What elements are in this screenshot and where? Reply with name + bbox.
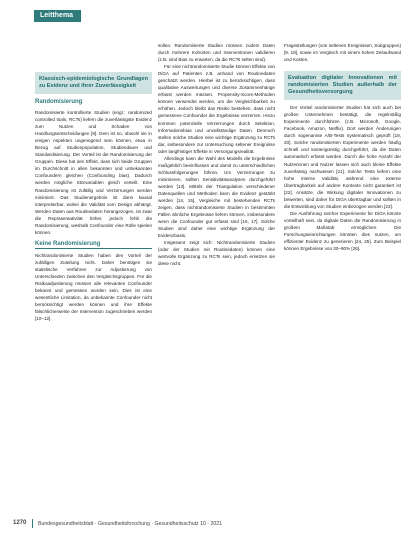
paragraph: Nichtrandomisierte Studien haben den Vorteil der zufälligen Zuteilung nicht. Daher benötigen sie statistische Verfahren zur Adjustierung von Unterschieden zwischen den Vergleichsgruppen. Für die Risikoadjustierung müssen alle relevanten Confounder bekannt und gemessen worden sein. Dies ist eine wesentliche Limitation, da unbekannte Confounder nicht berücksichtigt werden können und ihre Effekte fälschlicherweise der Intervention zugeschrieben werden [10–12].: [35, 252, 152, 322]
heading-randomisierung: Randomisierung: [35, 99, 83, 105]
paragraph: Randomisierte kontrollierte Studien (engl.: randomized controlled trials, RCTs) liefern die zuverlässigste Evidenz zum Nutzen und Schaden von Handlungsentscheidungen [9]. Dem ist so, obwohl sie in einigen Aspekten ungenügend sein können, etwa in Bezug auf Studienpopulation, Studiendauer und Standardisierung. Der Vorteil ist die Randomisierung der Gruppen. Diese hat den Effekt, dass sich beide Gruppen im Durchschnitt in allen bekannten und unbekannten Confoundern gleichen (Confounding bias). Dadurch werden mögliche Störvariablen gleich verteilt. Eine Randomisierung ist zufällig und Verzerrungen werden minimiert. Das Studienergebnis ist dann kausal interpretierbar, wobei die Validität vom Design abhängt. Werden Daten aus Routinedaten herangezogen, ist zwar die Repräsentativität höher, jedoch fehlt die Randomisierung, weshalb Confounder eine Rolle spielen können.: [35, 110, 152, 235]
column-2: [158, 42, 275, 268]
paragraph: sollen. Randomisierte Studien müssen zudem Daten durch mehrere Kohorten und Interventionen validieren (z.B. sind Bias zu erwarten, da die RCTs selten sind).: [158, 43, 275, 63]
heading-keine-randomisierung: Keine Randomisierung: [35, 240, 152, 249]
paragraph: Die Ausführung solcher Experimente für DiGA könnte vorteilhaft sein, da digitale Daten die Randomisierung in großem Maßstab ermöglichen. Die Forschungseinrichtungen könnten dies nutzen, um effizienter Evidenz zu generieren [24, 25]. Zum Beispiel können Ergebnisse von 30–90% [26].: [284, 210, 401, 252]
box-title-digital-innovation: Evaluation digitaler Innovationen mit randomisierten Studien außerhalb der Gesundheitsversorgung: [284, 71, 401, 100]
journal-source: Bundesgesundheitsblatt · Gesundheitsforschung · Gesundheitsschutz 10 · 2021: [38, 521, 222, 527]
paragraph: Fragestellungen (von seltenen Ereignissen, Subgruppen) [9, 18], sowie im Vergleich mit einem hohen Zeitaufwand und Kosten.: [284, 43, 401, 63]
section-tag: Leitthema: [34, 10, 81, 22]
column-1: [35, 42, 152, 322]
paragraph: Insgesamt zeigt sich: Nichtrandomisierte Studien (oder der Studien mit Routinedaten) können eine wertvolle Ergänzung zu RCTs sein, jedoch ersetzen sie diese nicht.: [158, 240, 275, 267]
paragraph: Der Vorteil randomisierter Studien hat sich auch bei großen Unternehmen bestätigt, die regelmäßig Experimente durchführen (z.B. Microsoft, Google, Facebook, Amazon, Netflix). Dort werden Änderungen durch sogenannte A/B-Tests systematisch geprüft [19, 20]. Solche randomisierten Experimente werden häufig schnell und kostengünstig durchgeführt, da die Daten automatisch erfasst werden. Durch die hohe Anzahl der Nutzerinnen und Nutzer lassen sich auch kleine Effekte zuverlässig nachweisen [21]. Solche Tests liefern eine hohe interne Validität, während eine externe Übertragbarkeit auf andere Kontexte nicht garantiert ist [22]. Ansätze, die Wirkung digitaler Innovationen zu bewerten, sind daher für DiGA übertragbar und sollten in die Entwicklung von Studien einbezogen werden [23].: [284, 105, 401, 209]
footer-divider: [32, 519, 33, 528]
paragraph: Für eine nichtrandomisierte Studie können Effekte von DiGA auf Patienten z.B. anhand von Routinedaten geschätzt werden. Hierbei ist zu berücksichtigen, dass qualitative Auswertungen und diverse Zusammenhänge erfasst werden müssen. Propensity-Score-Methoden können verwendet werden, um die Vergleichbarkeit zu erhöhen. Jedoch bleibt das Risiko bestehen, dass nicht gemessene Confounder die Ergebnisse verzerren. Hinzu kommen potenzielle Verzerrungen durch Selektion, Informationsbias und unvollständige Daten. Dennoch stellen solche Studien eine wichtige Ergänzung zu RCTs dar, insbesondere zur Untersuchung seltener Ereignisse oder langfristiger Effekte in Versorgungsrealität.: [158, 64, 275, 154]
column-3: [284, 42, 401, 252]
page-number: 1270: [13, 520, 27, 526]
box-title-classic-epidemiology: Klassisch-epidemiologische Grundlagen zu Evidenz und ihrer Zuverlässigkeit: [35, 72, 152, 94]
paragraph: Allerdings kann die Wahl des Modells die Ergebnisse maßgeblich beeinflussen und damit zu unterschiedlichen Schlussfolgerungen führen. Um Verzerrungen zu minimieren, sollten Sensitivitätsanalysen durchgeführt werden [13]. Mittels der Triangulation verschiedener Datenquellen und Methoden kann die Evidenz gestärkt werden [14, 15]. Vergleiche mit bestehenden RCTs zeigen, dass nichtrandomisierte Studien in bestimmten Fällen ähnliche Ergebnisse liefern können, insbesondere wenn die Confounder gut erfasst sind [16, 17]. Solche Studien sind daher eine wichtige Ergänzung der Evidenzbasis.: [158, 155, 275, 239]
